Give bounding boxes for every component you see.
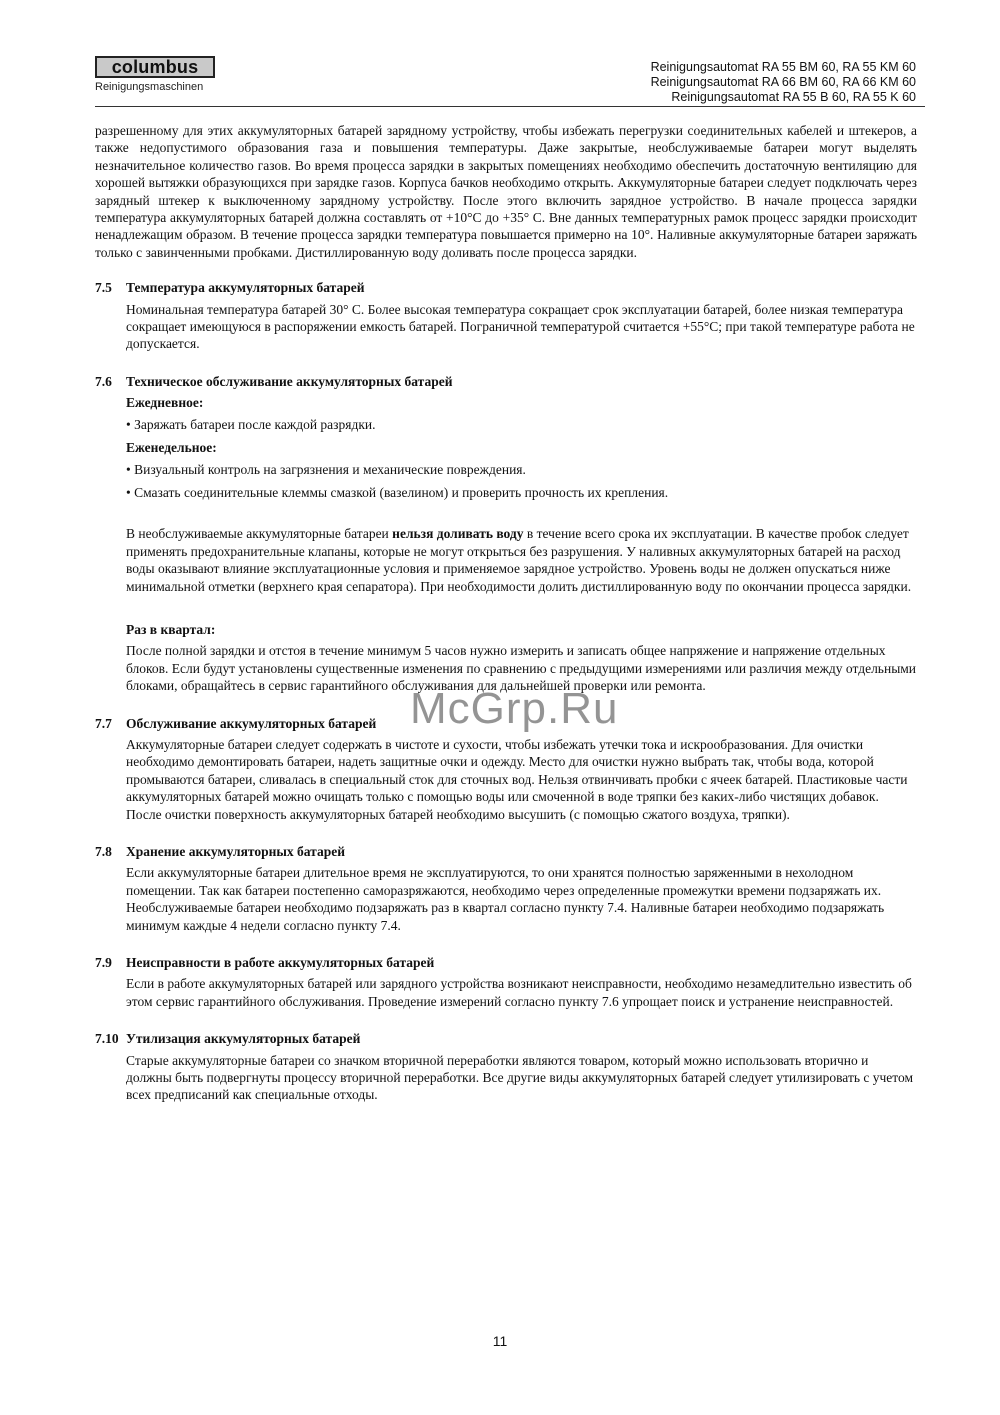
section-7-8: [95, 843, 917, 934]
document-body: [95, 122, 917, 1104]
section-number: 7.7: [95, 715, 112, 731]
weekly-heading: Еженедельное:: [126, 440, 217, 456]
section-7-6: [95, 373, 917, 695]
header-divider: [95, 106, 925, 107]
maintenance-free-paragraph: [126, 525, 917, 595]
section-title: Неисправности в работе аккумуляторных батарей: [126, 955, 435, 971]
section-heading: [95, 954, 917, 971]
maintenance-warning: нельзя доливать воду: [392, 526, 524, 542]
section-text: Номинальная температура батарей 30° C. Более высокая температура сокращает срок эксплуатации батарей, более низкая температура сокращает имеющуюся в распоряжении емкость батарей. Пограничной температурой считается +55°C; при такой температуре работа не допускается.: [126, 301, 915, 352]
section-heading: [95, 279, 917, 296]
page-number: 11: [492, 1333, 508, 1349]
section-number: 7.5: [95, 280, 112, 296]
header-model-line: Reinigungsautomat RA 66 BM 60, RA 66 KM 60: [650, 75, 916, 89]
section-number: 7.10: [95, 1031, 119, 1047]
maintenance-text: в течение всего срока их эксплуатации. В качестве пробок следует применять предохранительные клапаны, которые не могут открыться без разрушения. У наливных аккумуляторных батарей на расход воды оказывают влияние эксплуатационные условия и применяемое зарядное устройство. Уровень воды не должен опускаться ниже минимальной отметки (верхнего края сепаратора). При необходимости долить дистиллированную воду по окончании процесса зарядки.: [126, 526, 912, 594]
section-text: Если аккумуляторные батареи длительное время не эксплуатируются, то они хранятся полностью заряженными в нехолодном помещении. Так как батареи постепенно саморазряжаются, необходимо через определенные промежутки времени подзаряжать их. Необслуживаемые батареи необходимо подзаряжать раз в квартал согласно пункту 7.4. Наливные батареи необходимо подзаряжать минимум каждые 4 недели согласно пункту 7.4.: [126, 865, 885, 933]
watermark: McGrp.Ru: [410, 684, 619, 733]
weekly-item: • Визуальный контроль на загрязнения и механические повреждения.: [126, 461, 526, 477]
section-heading: [95, 1030, 917, 1047]
section-title: Техническое обслуживание аккумуляторных батарей: [126, 373, 453, 389]
daily-heading: Ежедневное:: [126, 395, 204, 411]
weekly-item: • Смазать соединительные клеммы смазкой (вазелином) и проверить прочность их крепления.: [126, 484, 669, 500]
section-title: Утилизация аккумуляторных батарей: [126, 1031, 361, 1047]
section-heading: [95, 373, 917, 390]
daily-item: • Заряжать батареи после каждой разрядки.: [126, 416, 376, 432]
header-models: [651, 60, 916, 105]
section-7-10: [95, 1030, 917, 1104]
header-model-line: Reinigungsautomat RA 55 BM 60, RA 55 KM 60: [650, 60, 916, 74]
section-number: 7.6: [95, 373, 112, 389]
section-heading: [95, 843, 917, 860]
maintenance-text: В необслуживаемые аккумуляторные батареи: [126, 526, 393, 542]
logo-subtitle: Reinigungsmaschinen: [95, 81, 204, 93]
section-text: Старые аккумуляторные батареи со значком вторичной переработки являются товаром, который можно использовать вторично и должны быть подвергнуты процессу вторичной переработки. Все другие виды аккумуляторных батарей следует утилизировать с учетом всех предписаний как специальные отходы.: [126, 1052, 914, 1103]
section-number: 7.8: [95, 844, 112, 859]
section-number: 7.9: [95, 955, 112, 971]
section-title: Температура аккумуляторных батарей: [126, 280, 365, 296]
quarterly-heading: Раз в квартал:: [126, 621, 216, 637]
section-title: Хранение аккумуляторных батарей: [126, 844, 346, 859]
header-model-line: Reinigungsautomat RA 55 B 60, RA 55 K 60: [671, 90, 916, 104]
logo: columbus: [95, 56, 215, 78]
section-text: Если в работе аккумуляторных батарей или зарядного устройства возникают неисправности, необходимо незамедлительно известить об этом сервис гарантийного обслуживания. Проведение измерений согласно пункту 7.6 упрощает поиск и устранение неисправностей.: [126, 976, 912, 1009]
section-text: Аккумуляторные батареи следует содержать в чистоте и сухости, чтобы избежать утечки тока и искрообразования. Для очистки необходимо демонтировать батареи, надеть защитные очки и одежду. Место для очистки нужно выбрать так, чтобы вода, которой промываются батареи, сливалась в специальный сток для сточных вод. Нельзя отвинчивать пробки с ячеек батарей. Пластиковые части аккумуляторных батарей можно очищать только с помощью воды или смоченной в воде тряпки без каких-либо чистящих добавок. После очистки поверхность аккумуляторных батарей необходимо высушить (с помощью сжатого воздуха, тряпки).: [126, 736, 908, 822]
quarterly-text: После полной зарядки и отстоя в течение минимум 5 часов нужно измерить и записать общее напряжение и напряжение отдельных блоков. Если будут установлены существенные изменения по сравнению с предыдущими измерениями или различия между отдельными блоками, обращайтесь в сервис гарантийного обслуживания для дальнейшей проверки или ремонта.: [126, 643, 917, 694]
intro-paragraph: разрешенному для этих аккумуляторных батарей зарядному устройству, чтобы избежать перегрузки соединительных кабелей и штекеров, а также недопустимого образования газа и повышения температуры. Даже закрытые, необслуживаемые батареи могут выделять незначительное количество газов. Во время процесса зарядки в закрытых помещениях необходимо обеспечить достаточную вентиляцию для хорошей вытяжки образующихся при зарядке газов. Корпуса бачков необходимо открыть. Аккумуляторные батареи следует подключать через зарядный штекер к выключенному зарядному устройству. После этого включить зарядное устройство. В начале процесса зарядки температура аккумуляторных батарей должна составлять от +10°C до +35° C. Вне данных температурных рамок процесс зарядки происходит ненадлежащим образом. В течение процесса зарядки температура повышается примерно на 10°. Наливные аккумуляторные батареи заряжать только с завинченными пробками. Дистиллированную воду доливать после процесса зарядки.: [95, 123, 917, 260]
section-title: Обслуживание аккумуляторных батарей: [126, 715, 377, 731]
section-7-9: [95, 954, 917, 1010]
section-7-5: [95, 279, 917, 353]
